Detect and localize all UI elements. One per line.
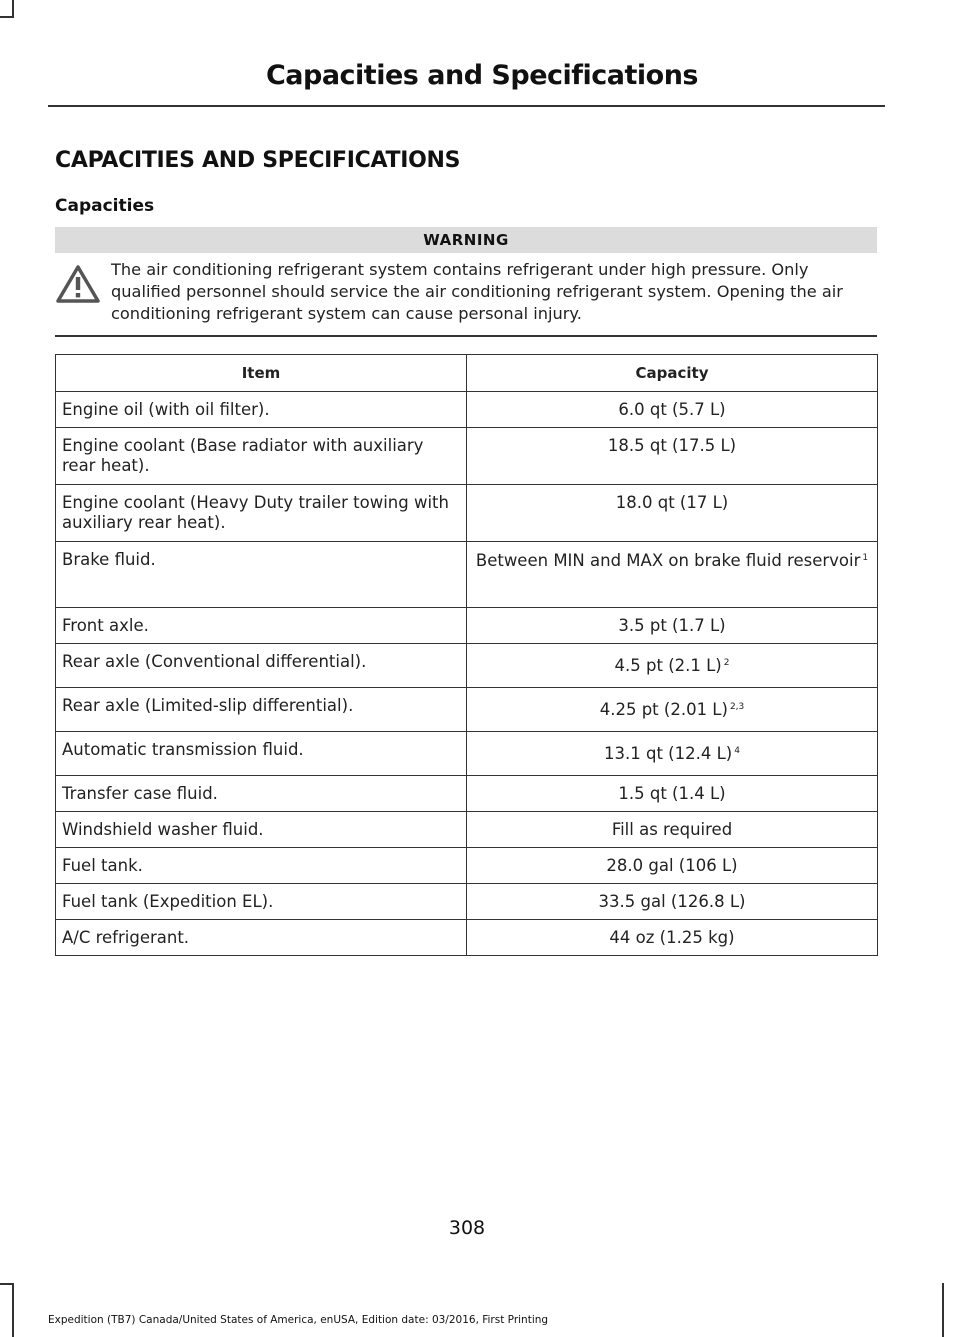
capacity-value: 13.1 qt (12.4 L) bbox=[604, 744, 733, 763]
capacity-cell bbox=[467, 392, 878, 428]
table-row bbox=[56, 644, 878, 688]
table-row bbox=[56, 732, 878, 776]
capacity-cell bbox=[467, 608, 878, 644]
table-row bbox=[56, 428, 878, 485]
capacity-cell bbox=[467, 688, 878, 732]
item-cell: Engine coolant (Base radiator with auxiliary rear heat). bbox=[56, 428, 467, 485]
item-cell: Engine oil (with oil filter). bbox=[56, 392, 467, 428]
warning-text: The air conditioning refrigerant system contains refrigerant under high pressure. Only qualified personnel should service the air conditioning refrigerant system. Opening the air conditioning refrigerant system can cause personal injury. bbox=[111, 260, 843, 323]
table-row bbox=[56, 485, 878, 542]
footnote-marker: 1 bbox=[862, 552, 869, 563]
table-row bbox=[56, 920, 878, 956]
item-cell: Rear axle (Limited-slip differential). bbox=[56, 688, 467, 732]
footnote-marker: 4 bbox=[734, 745, 740, 756]
capacity-cell bbox=[467, 776, 878, 812]
table-row bbox=[56, 688, 878, 732]
crop-mark bbox=[942, 1283, 944, 1337]
capacity-value: 6.0 qt (5.7 L) bbox=[618, 400, 726, 419]
item-cell: Automatic transmission fluid. bbox=[56, 732, 467, 776]
capacity-cell bbox=[467, 485, 878, 542]
item-cell: Fuel tank (Expedition EL). bbox=[56, 884, 467, 920]
capacity-value: 1.5 qt (1.4 L) bbox=[618, 784, 726, 803]
capacity-value: 3.5 pt (1.7 L) bbox=[618, 616, 726, 635]
footnote-marker: 2 bbox=[723, 657, 730, 668]
capacity-value: 18.5 qt (17.5 L) bbox=[607, 436, 737, 455]
table-row bbox=[56, 392, 878, 428]
item-cell: Fuel tank. bbox=[56, 848, 467, 884]
table-row bbox=[56, 776, 878, 812]
capacity-value: 33.5 gal (126.8 L) bbox=[598, 892, 746, 911]
section-title: CAPACITIES AND SPECIFICATIONS bbox=[55, 148, 461, 173]
item-cell: Transfer case fluid. bbox=[56, 776, 467, 812]
page-number: 308 bbox=[448, 1217, 486, 1239]
capacity-cell bbox=[467, 848, 878, 884]
table-row bbox=[56, 848, 878, 884]
capacity-cell bbox=[467, 732, 878, 776]
capacity-cell bbox=[467, 542, 878, 608]
capacity-cell bbox=[467, 428, 878, 485]
warning-heading: WARNING bbox=[55, 227, 877, 253]
table-row bbox=[56, 884, 878, 920]
page-header-title: Capacities and Specifications bbox=[265, 60, 698, 91]
item-cell: Engine coolant (Heavy Duty trailer towing with auxiliary rear heat). bbox=[56, 485, 467, 542]
footnote-marker: 2,3 bbox=[729, 701, 745, 712]
footer-text: Expedition (TB7) Canada/United States of America, enUSA, Edition date: 03/2016, First Printing bbox=[48, 1314, 549, 1326]
capacity-cell bbox=[467, 812, 878, 848]
table-row bbox=[56, 608, 878, 644]
item-cell: Windshield washer fluid. bbox=[56, 812, 467, 848]
capacity-value: 44 oz (1.25 kg) bbox=[609, 928, 735, 947]
table-header-row bbox=[56, 355, 878, 392]
item-cell: Front axle. bbox=[56, 608, 467, 644]
capacity-cell bbox=[467, 884, 878, 920]
capacity-cell bbox=[467, 920, 878, 956]
crop-mark bbox=[12, 1283, 14, 1337]
crop-mark bbox=[12, 0, 14, 16]
table-row bbox=[56, 812, 878, 848]
warning-box bbox=[55, 227, 877, 337]
item-cell: A/C refrigerant. bbox=[56, 920, 467, 956]
subheading: Capacities bbox=[55, 196, 155, 216]
capacity-value: 4.25 pt (2.01 L) bbox=[599, 700, 728, 719]
warning-body bbox=[55, 253, 877, 337]
header-divider bbox=[48, 105, 885, 107]
item-cell: Rear axle (Conventional differential). bbox=[56, 644, 467, 688]
column-header-capacity: Capacity bbox=[467, 355, 878, 392]
table-row bbox=[56, 542, 878, 608]
capacity-value: Fill as required bbox=[611, 820, 733, 839]
warning-triangle-icon bbox=[55, 263, 101, 305]
capacity-value: 4.5 pt (2.1 L) bbox=[614, 656, 722, 675]
capacity-value: 28.0 gal (106 L) bbox=[606, 856, 738, 875]
capacity-cell bbox=[467, 644, 878, 688]
capacity-value: Between MIN and MAX on brake fluid reservoir bbox=[475, 551, 861, 570]
column-header-item: Item bbox=[56, 355, 467, 392]
capacity-value: 18.0 qt (17 L) bbox=[615, 493, 729, 512]
item-cell: Brake fluid. bbox=[56, 542, 467, 608]
capacities-table bbox=[55, 354, 878, 956]
crop-mark bbox=[0, 16, 14, 18]
